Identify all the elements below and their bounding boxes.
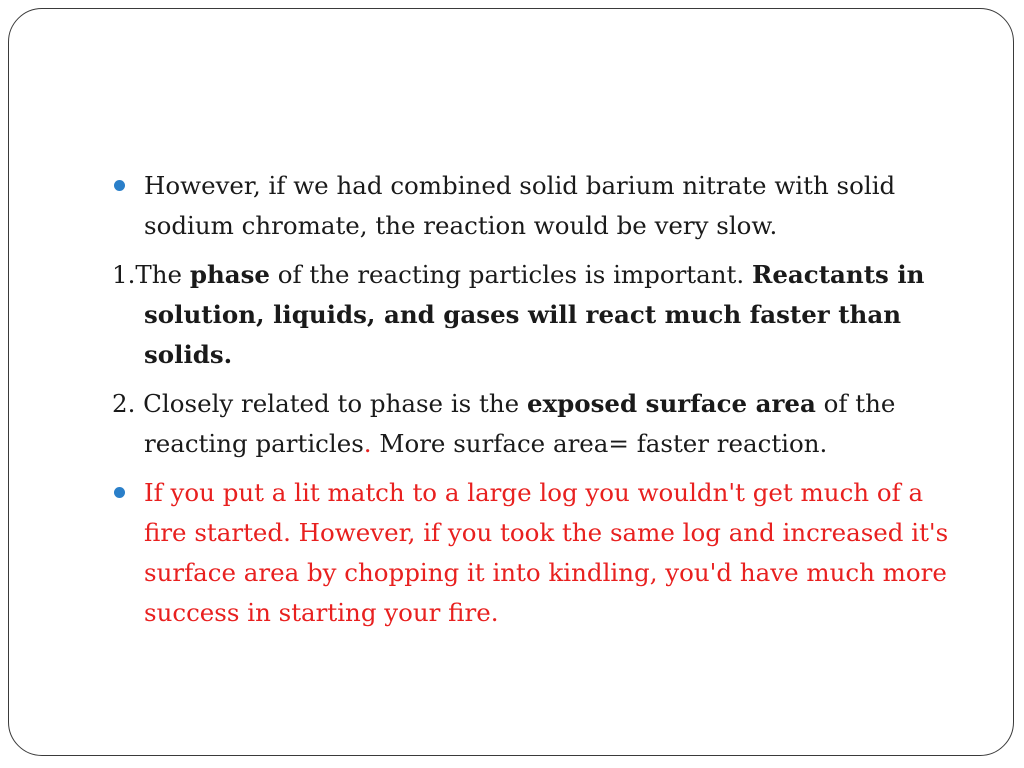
bullet-dot-icon (114, 487, 125, 498)
numbered-paragraph-1 (112, 255, 962, 375)
bullet-paragraph-2 (112, 473, 962, 633)
bullet-dot-icon (114, 180, 125, 191)
numbered-paragraph-2 (112, 384, 962, 464)
red-period: . (363, 429, 372, 458)
bullet-paragraph-1 (112, 166, 962, 246)
paragraph-text: More surface area= faster reaction. (371, 429, 828, 458)
paragraph-text: However, if we had combined solid barium nitrate with solid sodium chromate, the reaction would be very slow. (144, 171, 896, 240)
paragraph-text-red: If you put a lit match to a large log you wouldn't get much of a fire started. However, if you took the same log and increased it's surface area by chopping it into kindling, you'd have much more success in starting your fire. (144, 478, 949, 627)
paragraph-text: Closely related to phase is the (143, 389, 527, 418)
paragraph-text: The (135, 260, 190, 289)
paragraph-text: of the reacting particles is important. (270, 260, 752, 289)
emphasis-surface-area: exposed surface area (526, 389, 816, 418)
list-number: 1. (112, 260, 136, 289)
emphasis-phase: phase (189, 260, 271, 289)
list-number: 2. (112, 389, 144, 418)
paragraph-text: of the reacting particles (144, 389, 896, 458)
emphasis-reactants: Reactants in solution, liquids, and gases will react much faster than solids. (144, 260, 925, 369)
slide-content (112, 166, 962, 642)
